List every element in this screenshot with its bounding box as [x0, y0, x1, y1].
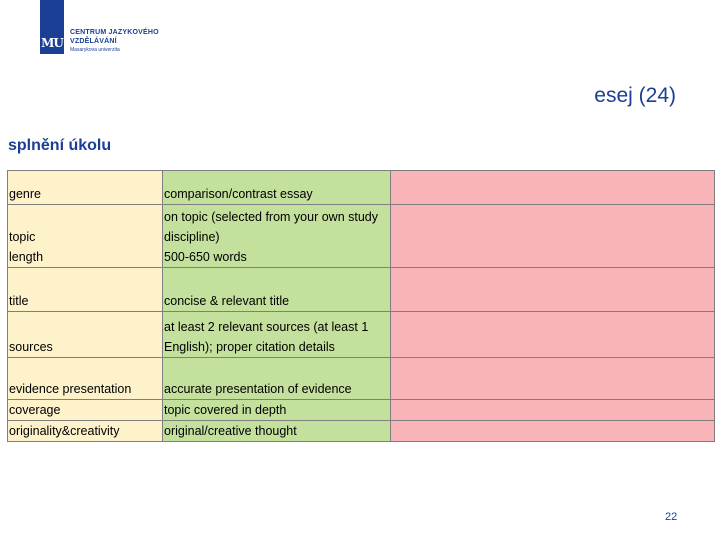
criterion-cell: topic — [8, 205, 163, 247]
rubric-table — [7, 170, 715, 442]
requirement-cell: at least 2 relevant sources (at least 1 English); proper citation details — [163, 312, 391, 358]
table-row — [8, 400, 715, 421]
criterion-cell: originality&creativity — [8, 421, 163, 442]
university-emblem-icon — [40, 0, 64, 54]
score-cell — [391, 268, 715, 312]
requirement-cell: accurate presentation of evidence — [163, 358, 391, 400]
score-cell — [391, 205, 715, 268]
page-number: 22 — [665, 511, 678, 523]
score-cell — [391, 400, 715, 421]
table-row — [8, 358, 715, 400]
criterion-cell: sources — [8, 312, 163, 358]
table-row — [8, 268, 715, 312]
score-cell — [391, 421, 715, 442]
score-cell — [391, 312, 715, 358]
logo-mark-text: MU — [41, 36, 63, 50]
criterion-cell: coverage — [8, 400, 163, 421]
requirement-cell: topic covered in depth — [163, 400, 391, 421]
requirement-cell: concise & relevant title — [163, 268, 391, 312]
section-title: splnění úkolu — [8, 137, 112, 154]
requirement-cell: comparison/contrast essay — [163, 171, 391, 205]
slide-title: esej (24) — [594, 84, 676, 107]
criterion-cell: length — [8, 247, 163, 268]
table-row — [8, 171, 715, 205]
logo-line-1: CENTRUM JAZYKOVÉHO — [70, 29, 159, 36]
score-cell — [391, 171, 715, 205]
score-cell — [391, 358, 715, 400]
table-row — [8, 205, 715, 247]
logo-line-2: VZDĚLÁVÁNÍ — [70, 38, 117, 45]
requirement-cell: on topic (selected from your own study discipline) — [163, 205, 391, 247]
logo-line-3: Masarykova univerzita — [70, 47, 120, 53]
criterion-cell: title — [8, 268, 163, 312]
criterion-cell: genre — [8, 171, 163, 205]
table-row — [8, 421, 715, 442]
requirement-cell: 500-650 words — [163, 247, 391, 268]
institution-logo — [40, 0, 159, 54]
table-row — [8, 312, 715, 358]
logo-text — [70, 28, 159, 54]
criterion-cell: evidence presentation — [8, 358, 163, 400]
requirement-cell: original/creative thought — [163, 421, 391, 442]
